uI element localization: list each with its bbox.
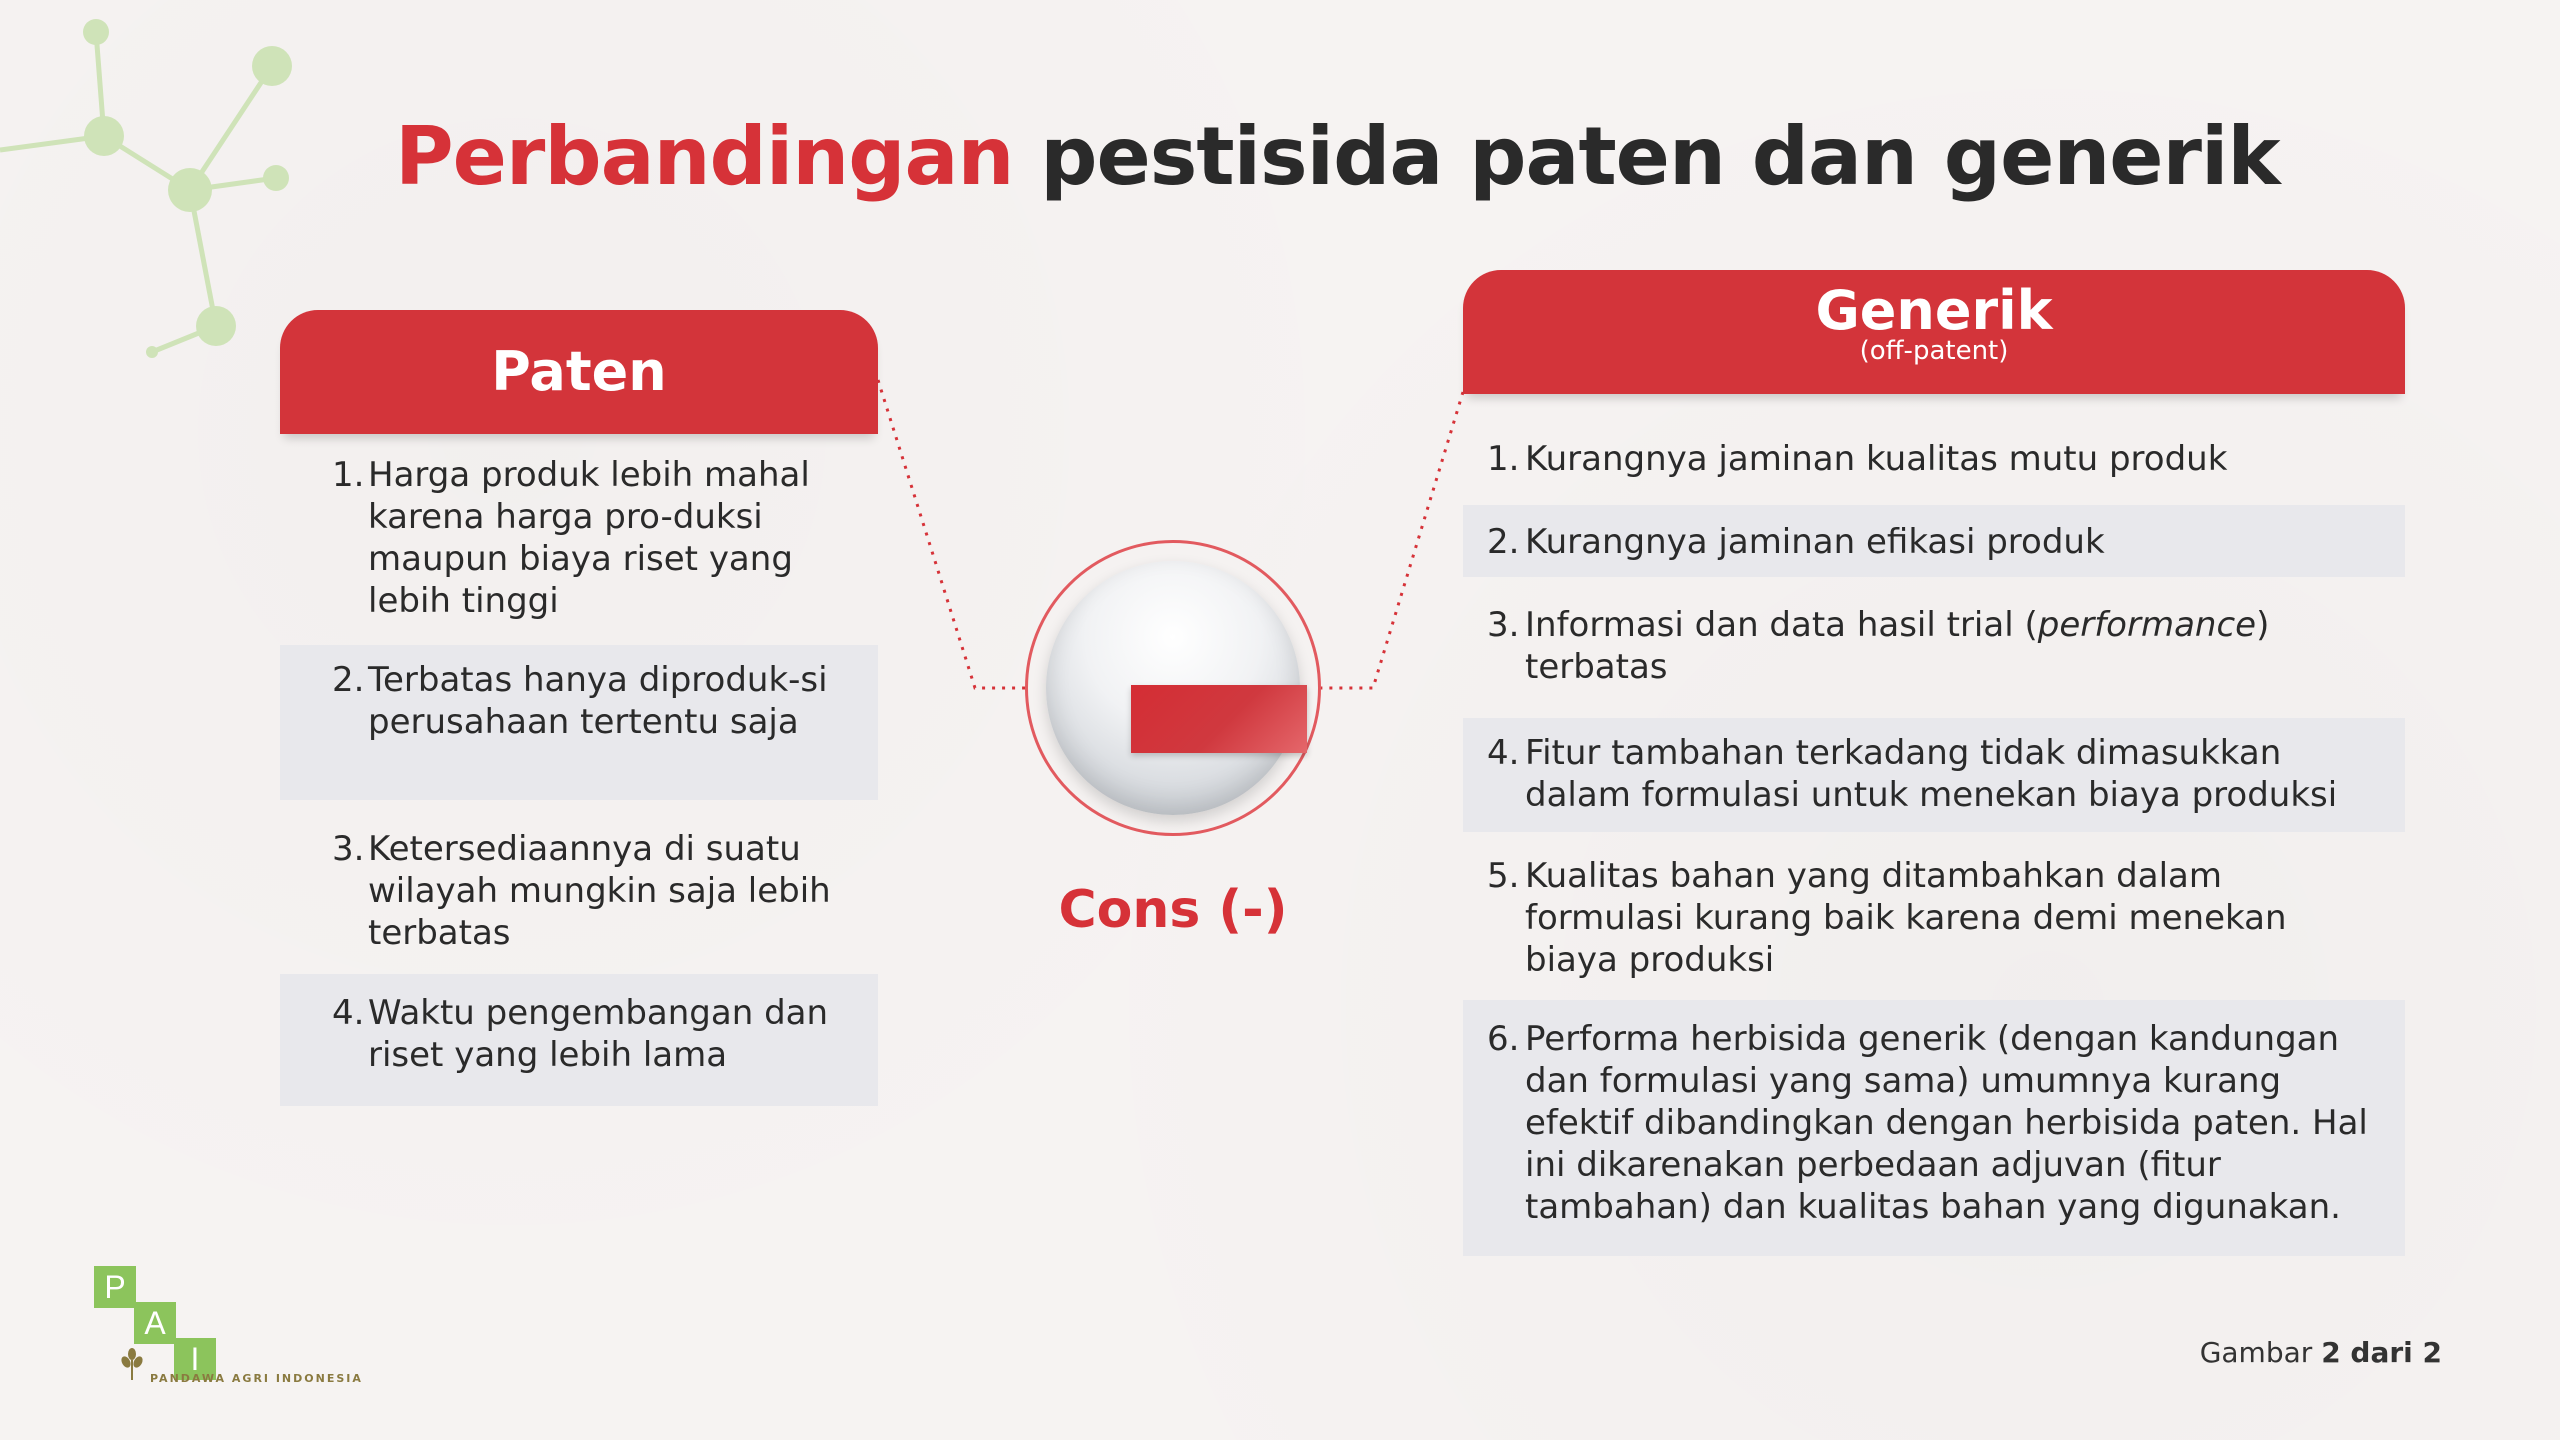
generik-item-6: 6. Performa herbisida generik (dengan kandungan dan formulasi yang sama) umumnya kurang efektif dibandingkan dengan herbisida paten. Hal ini dikarenakan perbedaan adjuvan (fitur tambahan) dan kualitas bahan yang digunakan. [1463,1000,2405,1256]
generik-header [1463,270,2405,394]
page-indicator: Gambar 2 dari 2 [2199,1336,2442,1369]
paten-item-4: 4. Waktu pengembangan dan riset yang lebih lama [280,974,878,1106]
generik-item-1: 1. Kurangnya jaminan kualitas mutu produk [1487,439,2228,479]
page-title: Perbandingan pestisida paten dan generik [395,110,2280,203]
paten-item-2: 2. Terbatas hanya diproduk-si perusahaan tertentu saja [280,645,878,800]
generik-item-2: 2. Kurangnya jaminan efikasi produk [1463,505,2405,577]
paten-header [280,310,878,434]
minus-icon [1131,685,1307,753]
generik-item-5: 5. Kualitas bahan yang ditambahkan dalam formulasi kurang baik karena demi menekan biaya produksi [1487,856,2287,980]
paten-item-3: 3. Ketersediaannya di suatu wilayah mungkin saja lebih terbatas [332,829,831,953]
generik-subheading: (off-patent) [1859,336,2009,366]
logo-letter-p: P [94,1266,136,1308]
generik-item-4: 4. Fitur tambahan terkadang tidak dimasukkan dalam formulasi untuk menekan biaya produksi [1463,718,2405,832]
generik-item-3: 3. Informasi dan data hasil trial (performance) terbatas [1487,605,2270,687]
generik-heading: Generik [1815,279,2053,342]
logo-letter-a: A [134,1302,176,1344]
wheat-icon [118,1346,146,1382]
company-logo [94,1266,364,1386]
logo-letter-i: I [174,1338,216,1380]
paten-heading: Paten [491,340,667,403]
cons-label: Cons (-) [1058,880,1288,940]
cons-badge [1025,540,1321,836]
paten-item-1: 1. Harga produk lebih mahal karena harga pro-duksi maupun biaya riset yang lebih tinggi [332,455,810,621]
company-name: PANDAWA AGRI INDONESIA [150,1372,363,1385]
